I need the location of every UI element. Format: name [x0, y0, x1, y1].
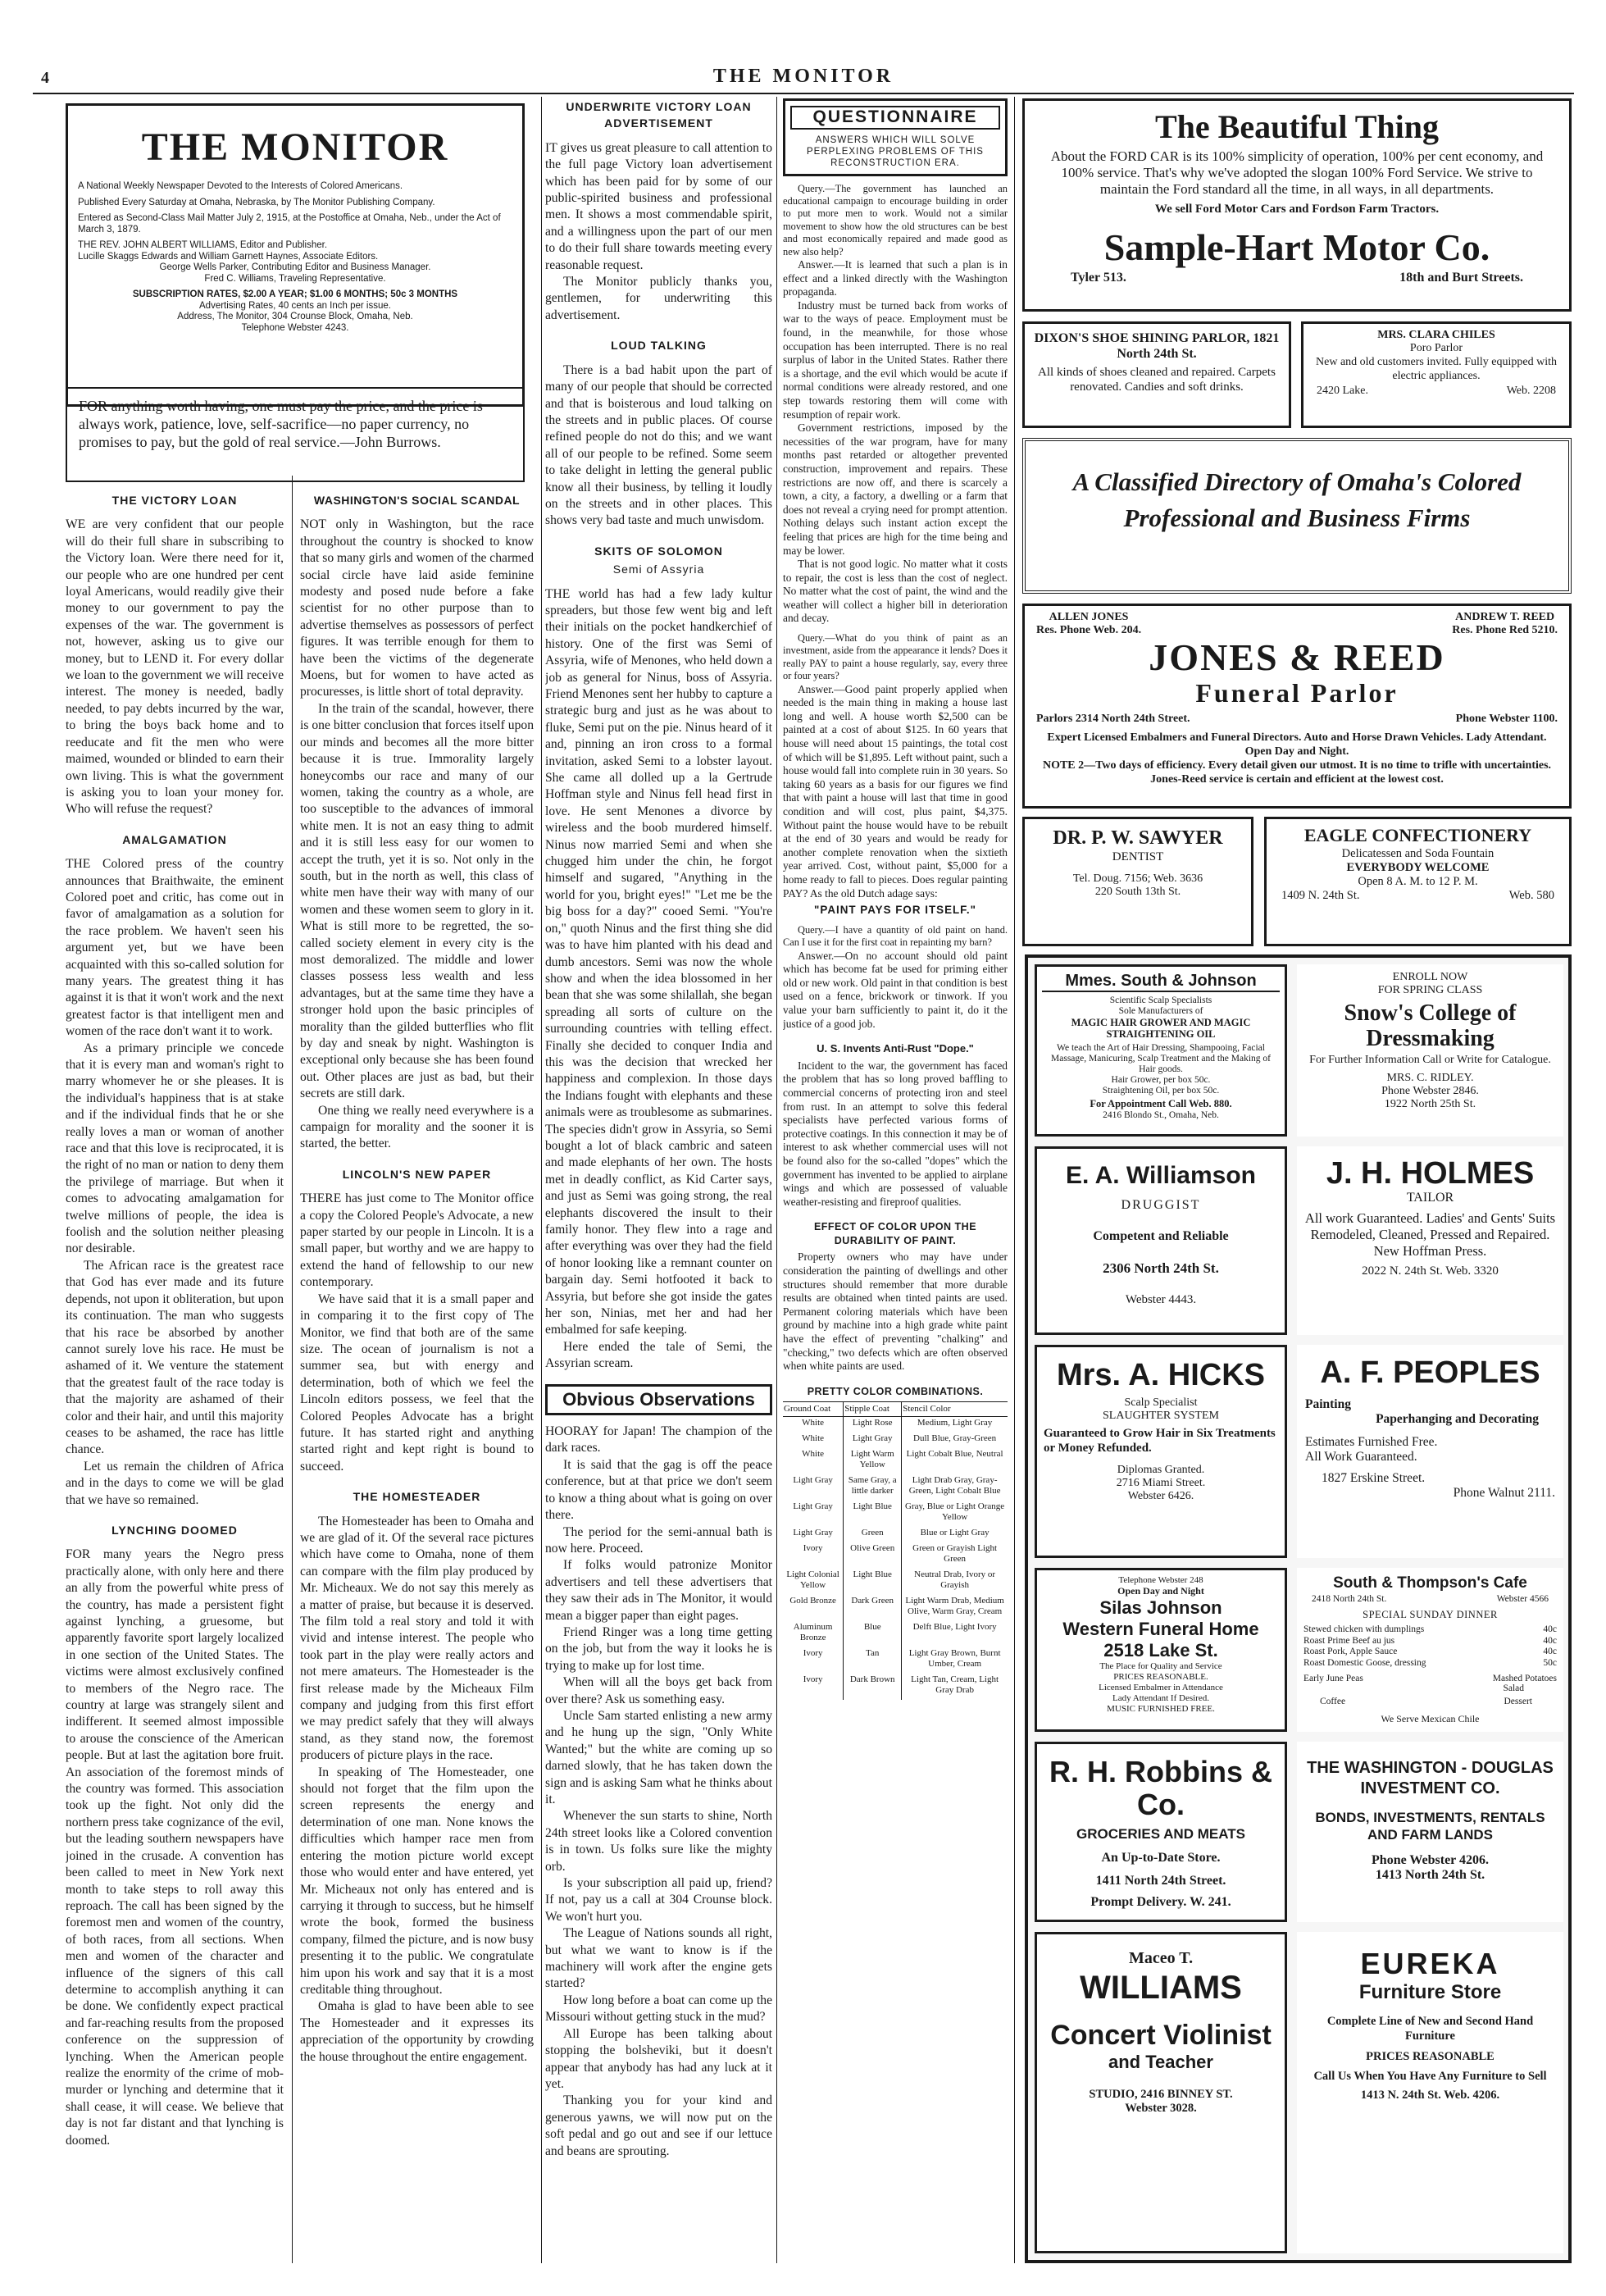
ad-title: Furniture Store [1358, 1981, 1502, 2003]
table-cell: Light Gray [844, 1433, 902, 1448]
victory-loan-heading: THE VICTORY LOAN [111, 494, 238, 507]
menu-item: Mashed Potatoes [1492, 1674, 1557, 1683]
ad-holmes [1297, 1146, 1563, 1335]
paint-pays: "PAINT PAYS FOR ITSELF." [814, 904, 976, 917]
questionnaire-title: QUESTIONNAIRE [790, 106, 1000, 130]
ad-text: FOR SPRING CLASS [1377, 984, 1483, 996]
obvious-text: Thanking you for your kind and generous yawns, we will now put on the soft pedal and go out and see if our lettuce and beans are sprouting. [545, 2093, 772, 2158]
table-cell: Gold Bronze [789, 1596, 836, 1606]
menu-item-price: 40c [1543, 1635, 1557, 1646]
table-cell: Ivory [803, 1648, 823, 1659]
questionnaire-text: Industry must be turned back from works of war to the ways of peace. Employment must be found, in the meanwhile, for those whose occupation has been interrupted. There is no real surplus of labor in the United States. Rather there is a shortage, and the evil which would be acute if normal conditions were already restored, and one step towards restoring them will come with resumption of repair work. [783, 298, 1008, 421]
ad-chiles [1301, 321, 1572, 428]
ad-text: About the FORD CAR is its 100% simplicity of operation, 100% per cent economy, and 100% service. That's why we've adopted the slogan 100% Ford Service. We strive to maintain the Ford standard all the time, in all ways, in all departments. [1050, 148, 1544, 197]
amalgamation-heading: AMALGAMATION [122, 832, 227, 846]
masthead-box [66, 103, 525, 407]
table-row [783, 1569, 1008, 1595]
color-text: Property owners who may have under consideration the painting of dwellings and other structures should remember that more durable results are obtained when tinted paints are used. Permanent coloring materials which have been ground by machine into a high grade white paint have the effect of preventing "chalking" and "checking," two defects which are often observed when white paints are used. [783, 1250, 1008, 1373]
table-cell: Blue [844, 1621, 902, 1647]
ad-text: BONDS, INVESTMENTS, RENTALS AND FARM LANDS [1315, 1810, 1545, 1843]
ad-name: WILLIAMS [1080, 1970, 1242, 2006]
questionnaire-text: Answer.—On no account should old paint which has become fat be used for priming either old or new work. Old paint in that condition is best used on a fence, brickwork or tinwork. If you value your barn sufficiently to paint it, do it the justice of a good job. [783, 949, 1008, 1030]
ad-text: Scalp Specialist [1124, 1396, 1198, 1409]
ad-text: MRS. C. RIDLEY. [1386, 1072, 1474, 1084]
loud-talking-text: There is a bad habit upon the part of many of our people that should be corrected and that is boisterous and loud talking on the streets and in public places. Of course refined people do not do this; and we want all of our people to be refined. Some seem to take delight in letting the general public know all their business, by telling it loudly on the streets and in other places. This shows very bad taste and much unwisdom. [545, 362, 772, 528]
ad-address: 2416 Blondo St., Omaha, Neb. [1103, 1110, 1219, 1120]
table-cell: Delft Blue, Light Ivory [912, 1622, 997, 1633]
ad-peoples [1297, 1345, 1563, 1558]
ad-phone: Web. 580 [1508, 889, 1554, 902]
ad-subtitle: Funeral Parlor [1195, 678, 1399, 708]
underwrite-text: IT gives us great pleasure to call attention to the full page Victory loan advertisement which has been paid for by some of our public-spirited business and professional men. It shows a most commendable spirit, and a willingness upon the part of our men to do their full share towards meeting every reasonable request. [545, 140, 772, 272]
ad-hicks [1035, 1345, 1287, 1558]
ad-address: 18th and Burt Streets. [1399, 271, 1523, 285]
amalgamation-text: The African race is the greatest race that God has ever made and its future depends, not upon it obliteration, but upon its continuation. The man who suggests that his race be absorbed by another cannot surely love his race. He must be ashamed of it. We venture the statement that the greatest fault of the race today is that the majority are ashamed of their color and their hair, and until this majority ceases to be ashamed, the race has little chance. [66, 1258, 284, 1457]
ad-name: R. H. Robbins & Co. [1049, 1755, 1272, 1821]
ad-text: We teach the Art of Hair Dressing, Shampooing, Facial Massage, Manicuring, Scalp Treatment and the Making of Hair goods. [1051, 1043, 1271, 1074]
obvious-text: The League of Nations sounds all right, but what we want to know is if the machinery will work after the engine gets started? [545, 1926, 772, 1991]
table-row [783, 1448, 1008, 1474]
table-cell: Light Cobalt Blue, Neutral [906, 1449, 1003, 1460]
ad-title: DIXON'S SHOE SHINING PARLOR, 1821 North 24th St. [1034, 331, 1280, 361]
loud-talking-heading: LOUD TALKING [611, 339, 707, 353]
menu-item [1303, 1658, 1557, 1670]
ad-name: ANDREW T. REED [1455, 611, 1555, 623]
ad-name: Mmes. South & Johnson [1042, 972, 1280, 992]
ad-text: Guaranteed to Grow Hair in Six Treatments or Money Refunded. [1044, 1427, 1276, 1455]
obvious-text: Uncle Sam started enlisting a new army and he hung up the sign, "Only White Wanted;" but the white are coming up so darned slowly, that he has taken down the sign and is asking Sam what he thinks about it. [545, 1708, 772, 1806]
ad-address: 2420 Lake. [1317, 385, 1368, 397]
table-cell: Light Gray Brown, Burnt Umber, Cream [908, 1648, 1001, 1670]
underwrite-text: The Monitor publicly thanks you, gentlemen, for underwriting this advertisement. [545, 275, 772, 322]
ad-text: Scientific Scalp Specialists [1109, 995, 1212, 1005]
col3 [545, 98, 772, 2263]
ad-phone: Webster 6426. [1127, 1490, 1194, 1502]
table-cell: White [802, 1418, 825, 1428]
questionnaire-text: Answer.—Good paint properly applied when needed is the main thing in making a house last long and well. A house worth $2,500 can be painted at a cost of about $125. In 60 years that house will need about 15 paintings, the total cost of which will be $1,895. Left without paint, such a house would fall into complete ruin in 30 years. So taking 60 years as a basis for our figures we find that with paint a house will last that time in good condition and will cost, plus paint, $4,375. Without paint the house would have to be rebuilt at the end of 30 years and would be ready for another complete renovation when the sixtieth year arrived. Cost, without paint, $5,000 for a home ready to fall to pieces. Does regular painting PAY? As the old Dutch adage says: [783, 682, 1008, 900]
menu-item-price: 40c [1543, 1624, 1557, 1634]
ad-name: Mrs. A. HICKS [1056, 1358, 1266, 1392]
questionnaire-text: Government restrictions, imposed by the necessities of the war program, have for many months past retarded or altogether prevented construction, improvement and repairs. These restrictions are now off, and there is scarcely a town, a city, a factory, a dwelling or a farm that does not reveal a crying need for prompt attention. Nothing delays such instant action except the feeling that prices are high for the time being and may be lower. [783, 421, 1008, 557]
ad-text: Hair Grower, per box 50c. [1111, 1075, 1211, 1085]
table-cell: Medium, Light Gray [917, 1418, 993, 1428]
table-row [783, 1474, 1008, 1501]
washington-text: One thing we really need everywhere is a campaign for morality and the sooner it is started, the better. [300, 1103, 534, 1151]
questionnaire-text: Answer.—It is learned that such a plan is in effect and a linked directly with the Washington propaganda. [783, 258, 1008, 298]
ad-phone: Webster 4566 [1496, 1594, 1549, 1604]
ad-phone: Res. Phone Web. 204. [1036, 624, 1142, 636]
ad-text: Prompt Delivery. [1090, 1895, 1187, 1909]
obvious-heading: Obvious Observations [545, 1384, 772, 1415]
header-rule [33, 93, 1574, 94]
amalgamation-text: Let us remain the children of Africa and in the days to come we will be glad that we have so remained. [66, 1459, 284, 1507]
questionnaire-text: Query.—What do you think of paint as an investment, aside from the appearance it lends? Does it really PAY to paint a house regularly, say, every three or four years? [783, 632, 1008, 682]
col1 [66, 492, 284, 2263]
table-cell: Light Blue [844, 1501, 902, 1527]
ad-dixon [1022, 321, 1291, 428]
ad-williamson [1035, 1146, 1287, 1335]
quote-text: FOR anything worth having, one must pay the price, and the price is always work, patience, love, self-sacrifice—no paper currency, no promises to pay, but the gold of real service.—John Burrows. [79, 398, 483, 450]
ad-address: Parlors 2314 North 24th Street. [1036, 713, 1190, 725]
ad-name: E. A. Williamson [1066, 1162, 1256, 1189]
ad-text: For Further Information Call or Write for Catalogue. [1309, 1054, 1551, 1066]
ad-williams [1035, 1932, 1287, 2253]
ad-phone: Web. 4206. [1444, 2089, 1500, 2102]
menu-item: Coffee [1320, 1697, 1346, 1706]
color-table-title: PRETTY COLOR COMBINATIONS. [807, 1385, 984, 1397]
ad-name: THE WASHINGTON - DOUGLAS INVESTMENT CO. [1307, 1759, 1554, 1797]
table-cell: Olive Green [844, 1542, 902, 1569]
color-table [783, 1401, 1008, 1700]
table-cell: Green or Grayish Light Green [912, 1543, 998, 1565]
menu-item-price: 50c [1543, 1657, 1557, 1668]
ad-name: ALLEN JONES [1049, 611, 1129, 623]
table-cell: Light Colonial Yellow [786, 1569, 839, 1591]
masthead-info: A National Weekly Newspaper Devoted to the Interests of Colored Americans. Published Every Saturday at Omaha, Nebraska, by The Monitor Publishing Company. Entered as Second-Class Mail Matter July 2, 1915, at the Postoffice at Omaha, Neb., under the Act of March 3, 1879. THE REV. JOHN ALBERT WILLIAMS, Editor and Publisher. Lucille Skaggs Edwards and William Garnett Haynes, Associate Editors. George Wells Parker, Contributing Editor and Business Manager. Fred C. Williams, Traveling Representative. SUBSCRIPTION RATES, $2.00 A YEAR; $1.00 6 MONTHS; 50c 3 MONTHS Advertising Rates, 40 cents an Inch per issue. Address, The Monitor, 304 Crounse Block, Omaha, Neb. Telephone Webster 4243. [78, 181, 501, 333]
ad-cafe [1297, 1568, 1563, 1732]
ad-eagle [1264, 817, 1572, 946]
ad-text: MAGIC HAIR GROWER AND MAGIC STRAIGHTENING OIL [1071, 1017, 1251, 1040]
ad-phone: Web. 2208 [1506, 385, 1556, 397]
ad-address: 2022 N. 24th St. Web. 3320 [1362, 1264, 1499, 1278]
ad-washington-douglas [1297, 1742, 1563, 1922]
ad-phone: Tyler 513. [1071, 271, 1126, 285]
table-cell: Aluminum Bronze [793, 1622, 833, 1643]
table-cell: Light Drab Gray, Gray-Green, Light Cobalt Blue [908, 1475, 1001, 1496]
table-row [783, 1527, 1008, 1542]
ad-text: New and old customers invited. Fully equipped with electric appliances. [1316, 356, 1557, 382]
ad-address: 2518 Lake St. [1103, 1640, 1218, 1660]
skits-text: Here ended the tale of Semi, the Assyrian scream. [545, 1339, 772, 1371]
ad-directory [1022, 438, 1572, 594]
ad-silas-johnson [1035, 1568, 1287, 1732]
table-cell: Light Blue [844, 1569, 902, 1595]
ad-text: PRICES REASONABLE. [1113, 1672, 1208, 1682]
obvious-text: HOORAY for Japan! The champion of the dark races. [545, 1424, 772, 1456]
menu-item-name: Roast Domestic Goose, dressing [1303, 1657, 1426, 1668]
table-row [783, 1417, 1008, 1433]
ad-phone: Webster 3028. [1125, 2102, 1197, 2115]
ad-name: EAGLE CONFECTIONERY [1303, 825, 1532, 845]
ad-name: MRS. CLARA CHILES [1377, 329, 1495, 341]
questionnaire-subtitle: ANSWERS WHICH WILL SOLVE PERPLEXING PROBLEMS OF THIS RECONSTRUCTION ERA. [807, 134, 984, 168]
table-cell: Ivory [803, 1543, 823, 1554]
obvious-text: All Europe has been talking about stopping the bolsheviki, but it doesn't appear that anybody has had any luck at it yet. [545, 2026, 772, 2091]
homesteader-text: In speaking of The Homesteader, one should not forget that the film upon the screen represents the energy and determination of one man. None knows the difficulties which hamper race men from entering the motion picture world except those who would enter and have entered, yet Mr. Micheaux not only has entered and is carrying it through to success, but he himself wrote the book, formed the business company, filmed the picture, and is now busy presenting it to the public. We congratulate him upon his work and say that it is a most creditable thing throughout. [300, 1765, 534, 1997]
table-cell: Light Tan, Cream, Light Gray Drab [911, 1674, 999, 1696]
ad-text: Painting [1305, 1397, 1351, 1411]
ad-title: DRUGGIST [1121, 1198, 1201, 1212]
washington-text: NOT only in Washington, but the race throughout the country is shocked to know that so many girls and women of the charmed social circle have laid aside feminine modesty and posed nude before a fake scientist for no other purpose than to advertise themselves as possessors of perfect figures. It was terrible enough for them to have been the victims of the degenerate Moens, but for women to have acted as procuresses, is little short of total depravity. [300, 517, 534, 699]
antirust-heading: U. S. Invents Anti-Rust "Dope." [817, 1042, 974, 1055]
ad-title: The Beautiful Thing [1154, 108, 1440, 145]
table-cell: Same Gray, a little darker [844, 1474, 902, 1501]
homesteader-text: Omaha is glad to have been able to see The Homesteader and it expresses its appreciation of the opportunity by crowding the house throughout the entire engagement. [300, 1999, 534, 2064]
victory-loan-text: WE are very confident that our people will do their full share in subscribing to the Victory loan. Were there need for it, our people who are one hundred per cent loyal Americans, would readily give their money to our government to pay the expenses of the war. The government is not, however, asking us to give our money, but to LEND it. For every dollar we loan to the government we will receive interest. The money is needed, badly needed, to pay debts incurred by the war, to bring the boys back home and to reeducate and fit the men who were maimed, wounded or blinded to earn their own living. This is what the government is asking you to loan your money for. Who will refuse the request? [66, 517, 284, 817]
lincoln-text: We have said that it is a small paper and in comparing it to the first copy of The Monitor, we find that both are of the same size. The ocean of journalism is not a summer sea, but with energy and determination, both of which we feel the Lincoln editors possess, we feel that the Colored Peoples Advocate has a bright future. It has started right and anything started right and kept right is bound to succeed. [300, 1292, 534, 1474]
ad-name: Silas Johnson [1099, 1597, 1222, 1618]
ad-text: All Work Guaranteed. [1305, 1450, 1417, 1464]
table-row [783, 1647, 1008, 1674]
ad-title: JONES & REED [1149, 636, 1445, 678]
table-header: Stencil Color [902, 1402, 1008, 1417]
ad-text: Licensed Embalmer in Attendance [1099, 1683, 1223, 1692]
ad-phone: W. 241. [1190, 1895, 1231, 1909]
homesteader-heading: THE HOMESTEADER [353, 1490, 481, 1504]
ad-sub: and Teacher [1108, 2052, 1213, 2072]
table-row [783, 1501, 1008, 1527]
ad-name: EUREKA [1360, 1947, 1500, 1980]
ad-text: SPECIAL SUNDAY DINNER [1363, 1609, 1498, 1620]
table-cell: Ivory [803, 1674, 823, 1685]
running-head: THE MONITOR [712, 66, 894, 87]
col4 [783, 98, 1008, 2263]
column-rule [1014, 97, 1015, 2263]
ad-address: 2418 North 24th St. [1312, 1594, 1387, 1604]
column-rule [292, 476, 293, 2263]
ad-sawyer [1022, 817, 1253, 946]
underwrite-heading: UNDERWRITE VICTORY LOAN ADVERTISEMENT [566, 100, 752, 130]
ad-name: South & Thompson's Cafe [1333, 1574, 1527, 1592]
table-row [783, 1542, 1008, 1569]
ad-beautiful-thing [1022, 98, 1572, 312]
quote-box [66, 387, 525, 482]
menu-item: Early June Peas [1303, 1674, 1363, 1683]
ad-snow-college [1297, 964, 1563, 1137]
table-cell: Tan [844, 1647, 902, 1674]
amalgamation-text: As a primary principle we concede that it is every man and woman's right to marry whomever he or she pleases. It is the individual's happiness that is at stake and if the individual finds that he or she really loves a man or woman of another race and that this love is reciprocated, it is the right of no man or nation to deny them the privilege of marriage. But when it comes to advocating amalgamation for twelve millions of people, the idea is foolish and the solution neither pleasing nor desirable. [66, 1041, 284, 1256]
column-rule [541, 97, 542, 2263]
questionnaire-box [783, 98, 1008, 176]
ad-text: Lady Attendant If Desired. [1112, 1693, 1209, 1703]
ad-title: GROCERIES AND MEATS [1076, 1826, 1245, 1842]
ad-text: Paperhanging and Decorating [1376, 1412, 1539, 1426]
ad-address: STUDIO, 2416 BINNEY ST. [1089, 2088, 1233, 2101]
menu-item-name: Stewed chicken with dumplings [1303, 1624, 1425, 1634]
antirust-text: Incident to the war, the government has faced the problem that has so long proved baffling to commercial concerns of protecting iron and steel from rust. In an attempt to solve this federal specialists have perfected various forms of protective coatings. In this connection it may be of interest to ask whether commercial uses will not be found also for the so-called "dopes" which the government has invented to be applied to airplane wings and which are possessed of valuable weather-resisting and fireproof qualities. [783, 1059, 1008, 1208]
obvious-text: The period for the semi-annual bath is now here. Proceed. [545, 1524, 772, 1556]
table-cell: Dark Green [844, 1595, 902, 1621]
ad-name: A. F. PEOPLES [1320, 1355, 1540, 1390]
menu-item [1303, 1636, 1557, 1647]
ad-text: Call Us When You Have Any Furniture to Sell [1313, 2070, 1547, 2083]
washington-heading: WASHINGTON'S SOCIAL SCANDAL [313, 494, 521, 507]
skits-subheading: Semi of Assyria [612, 563, 705, 576]
table-cell: Dark Brown [844, 1674, 902, 1700]
ad-text: MUSIC FURNISHED FREE. [1107, 1704, 1215, 1714]
menu-item [1303, 1647, 1557, 1658]
skits-text: THE world has had a few lady kultur spreaders, but those few went big and left their initials on the pocket handkerchief of history. One of the first was Semi of Assyria, wife of Menones, who held down a job as general for Ninus, boss of Assyria. Friend Menones sent her hubby to capture a strategic burg and just as he was about to fluke, Semi put on the pie. Ninus heard of it and, pinning an iron cross to a formal invitation, asked Semi to a lobster layout. She came all dolled up a la Gertrude Hoffman style and Ninus fell head first in love. He sent Menones a divorce by wireless and the boob murdered himself. Ninus now married Semi and when she chugged him under the chin, he forgot himself and sugared, "Anything in the world for you, bright eyes!" "Let me be the big boss for a day?" cooed Semi. "You're on," quoth Ninus and the first thing she did was to have him planted with his dead and dumb ancestors. Semi was now the whole show and when the idea blossomed in her bean that she was some shilallah, she began spreading all sorts of culture on the surrounding countries with telling effect. Finally she decided to conquer India and this was the decision that wrecked her happiness and complexion. In those days the Indians fought with elephants and these animals were as troublesome as submarines. The species didn't grow in Assyria, so Semi bought a lot of black cambric and sateen and made elephants of her own. The hosts met in deadly conflict, as Kid Carter says, and just as Semi was going strong, the real elephants discovered the insult to their family honor. They flew into a rage and after everything was over they had the field of honor looking like a remnant counter on bargain day. Semi hotfooted it back to Assyria, but before she got inside the gates her son, Ninias, met her and had her embalmed for safe keeping. [545, 586, 772, 1337]
table-cell: Light Rose [844, 1417, 902, 1433]
ad-text: Complete Line of New and Second Hand Furniture [1326, 2015, 1534, 2043]
page-number: 4 [41, 69, 49, 87]
table-cell: White [802, 1449, 825, 1460]
ad-name: DR. P. W. SAWYER [1053, 827, 1223, 849]
questionnaire-text: That is not good logic. No matter what it costs to repair, the cost is less than the cost of neglect. No matter what the cost of paint, the wind and the weather will collect a higher bill in deterioration and decay. [783, 558, 1008, 625]
ad-address: 2716 Miami Street. [1116, 1477, 1206, 1489]
ad-sub: Poro Parlor [1409, 342, 1463, 354]
ad-phone: Phone Walnut 2111. [1453, 1486, 1555, 1500]
ad-text: All work Guaranteed. Ladies' and Gents' Suits Remodeled, Cleaned, Pressed and Repaired. New Hoffman Press. [1304, 1210, 1556, 1259]
table-cell: Dull Blue, Gray-Green [913, 1433, 997, 1444]
ad-address: 1413 North 24th St. [1375, 1868, 1485, 1882]
ad-phone: Tel. Doug. 7156; Web. 3636 [1072, 872, 1203, 885]
directory-title: A Classified Directory of Omaha's Colored Professional and Business Firms [1072, 467, 1522, 532]
ad-name: J. H. HOLMES [1326, 1156, 1535, 1191]
ad-text: Telephone Webster 248 [1118, 1575, 1203, 1585]
ad-text: PRICES REASONABLE [1366, 2050, 1495, 2063]
ad-text: Straightening Oil, per box 50c. [1102, 1086, 1220, 1096]
ad-text: Competent and Reliable [1093, 1229, 1229, 1243]
column-rule [776, 97, 777, 2263]
ad-title: Western Funeral Home [1062, 1619, 1259, 1639]
table-cell: Gray, Blue or Light Orange Yellow [905, 1501, 1005, 1523]
ad-text: NOTE 2—Two days of efficiency. Every detail given our utmost. It is no time to trifle with uncertainties. Jones-Reed service is certain and efficient at the lowest cost. [1042, 759, 1552, 786]
ad-name: Sample-Hart Motor Co. [1103, 226, 1490, 268]
washington-text: In the train of the scandal, however, there is one bitter conclusion that forces itself upon our minds and becomes all the more bitter because it is true. Immorality largely honeycombs our race and many of our women, taking the country as a whole, are too susceptible to the advances of immoral white men. It is not an easy thing to admit and it is still less easy for our women to accept the truth, yet it is so. Not only in the south, but in the north as well, this class of white men have their way with many of our women and these women seem to glory in it. What is still more to be regretted, the so-called society element in every city is the most demoralized. The middle and lower classes possess less wealth and less advantages, but at the same time they have a stronger hold upon the basic principles of morality than the gilded butterflies who flit by day and sneak by night. Washington is exceptional only because she has been found out. Other places are just as bad, but their secrets are still dark. [300, 701, 534, 1101]
ad-text: Open Day and Night [1117, 1585, 1204, 1597]
ad-title: DENTIST [1112, 850, 1164, 863]
ad-text: The Place for Quality and Service [1099, 1661, 1222, 1671]
ad-text: We sell Ford Motor Cars and Fordson Farm Tractors. [1154, 203, 1440, 216]
ad-address: 2306 North 24th St. [1103, 1260, 1219, 1276]
table-header: Ground Coat [783, 1402, 844, 1417]
amalgamation-text: THE Colored press of the country announces that Braithwaite, the eminent Colored poet and critic, has come out in favor of amalgamation as a solution for the race problem. We haven't seen his argument yet, but we have been acquainted with this so-called solution for many years. The greatest thing it has against it is that it won't work and the next greatest factor is that intelligent men and women of the race don't want it to work. [66, 857, 284, 1039]
table-cell: Neutral Drab, Ivory or Grayish [914, 1569, 996, 1591]
ad-text: SLAUGHTER SYSTEM [1103, 1410, 1219, 1422]
col2 [300, 492, 534, 2263]
table-row [783, 1595, 1008, 1621]
ad-text: An Up-to-Date Store. [1101, 1851, 1221, 1865]
table-cell: Light Gray [793, 1528, 833, 1538]
lincoln-text: THERE has just come to The Monitor office a copy the Colored People's Advocate, a new paper started by our people in Lincoln. It is a small paper, but worthy and we are happy to extend the hand of fellowship to our new contemporary. [300, 1191, 534, 1290]
table-cell: Light Warm Yellow [844, 1448, 902, 1474]
ad-text: Open 8 A. M. to 12 P. M. [1358, 875, 1478, 888]
table-row [783, 1621, 1008, 1647]
obvious-text: Friend Ringer was a long time getting on the job, but from the way it looks he is trying to make up for lost time. [545, 1624, 772, 1673]
menu-item: Dessert [1504, 1697, 1532, 1706]
homesteader-text: The Homesteader has been to Omaha and we are glad of it. Of the several race pictures which have come to Omaha, none of them can compare with the film play produced by Mr. Micheaux. We do not say this merely as a matter of praise, but because it is deserved. The film told a real story and told it with vivid and intense interest. The people who took part in the play were really actors and not mere amateurs. The Homesteader is the first release made by the Micheaux Film company and judging from this first effort we may predict safely that they will always stand, as they stand now, the foremost producers of picture plays in the race. [300, 1514, 534, 1763]
ad-phone: Phone Webster 4206. [1372, 1853, 1489, 1867]
menu-list [1303, 1624, 1557, 1669]
obvious-text: How long before a boat can come up the Missouri without getting stuck in the mud? [545, 1993, 772, 2025]
table-cell: White [802, 1433, 825, 1444]
ad-text: ENROLL NOW [1392, 971, 1468, 983]
lynching-text: FOR many years the Negro press practically alone, with only here and there an ally from the powerful white press of the country, has made a persistent fight against lynching, a gruesome, but apparently favorite sport largely localized in one section of the United States. The victims were almost exclusively confined to members of the Negro race. The country at large was strangely silent and indifferent. It seemed almost impossible to arouse the conscience of the American people. But at last the agitation bore fruit. An association of the foremost minds of the country was formed. This association took up the fight. Not only did the northern press take cognizance of the evil, but the leading southern newspapers have joined in the crusade. A convention has been called to meet in New York next month to take steps to roll away this reproach. The call has been signed by the foremost men and women of the country, of both races, from all sections. When men and women of the character and influence of the signers of this call determine to accomplish anything it can be done. We confidently expect practical and far-reaching results from the proposed conference on the suppression of lynching. When the American people realize the enormity of the crime of mob-murder or lynching and determine that it shall cease, it will cease. We believe that day is not far distant and that lynching is doomed. [66, 1547, 284, 2148]
ad-phone: Phone Webster 2846. [1381, 1085, 1479, 1097]
skits-heading: SKITS OF SOLOMON [594, 544, 723, 558]
lynching-heading: LYNCHING DOOMED [111, 1523, 238, 1537]
ad-phone: Res. Phone Red 5210. [1452, 624, 1558, 636]
obvious-text: Whenever the sun starts to shine, North 24th street looks like a Colored convention is in town. Us folks sure like the mighty orb. [545, 1809, 772, 1874]
ad-title: TAILOR [1406, 1191, 1454, 1205]
table-cell: Light Warm Drab, Medium Olive, Warm Gray, Cream [905, 1596, 1004, 1617]
table-row [783, 1433, 1008, 1448]
menu-item-price: 40c [1543, 1647, 1557, 1656]
ad-robbins [1035, 1742, 1287, 1922]
menu-item: Salad [1503, 1683, 1524, 1693]
ad-south-johnson [1035, 964, 1287, 1137]
ad-address: 220 South 13th St. [1094, 886, 1181, 898]
ad-address: 1411 North 24th Street. [1095, 1874, 1226, 1888]
ad-text: We Serve Mexican Chile [1381, 1713, 1480, 1724]
ad-text: For Appointment Call Web. 880. [1090, 1098, 1232, 1109]
ad-text: All kinds of shoes cleaned and repaired. Carpets renovated. Candies and soft drinks. [1038, 366, 1276, 394]
ad-text: Diplomas Granted. [1117, 1464, 1205, 1476]
ad-address: 1922 North 25th St. [1384, 1098, 1476, 1110]
table-cell: Blue or Light Gray [920, 1528, 990, 1538]
obvious-text: It is said that the gag is off the peace conference, but at that price we don't seem to know a thing about what is going on over there. [545, 1457, 772, 1523]
ad-phone: Phone Webster 1100. [1455, 713, 1558, 725]
ad-jones-reed [1022, 604, 1572, 809]
ad-phone: Webster 4443. [1125, 1293, 1197, 1306]
ad-title: Concert Violinist [1050, 2020, 1272, 2051]
ad-text: Delicatessen and Soda Fountain [1341, 847, 1495, 860]
ad-text: EVERYBODY WELCOME [1346, 861, 1490, 874]
ad-text: Expert Licensed Embalmers and Funeral Directors. Auto and Horse Drawn Vehicles. Lady Attendant. Open Day and Night. [1047, 731, 1547, 758]
ad-address: 1413 N. 24th St. [1360, 2089, 1441, 2102]
masthead-title: THE MONITOR [141, 125, 449, 169]
ad-eureka [1297, 1932, 1563, 2253]
menu-item-name: Roast Pork, Apple Sauce [1303, 1647, 1398, 1656]
ad-text: Sole Manufacturers of [1118, 1006, 1203, 1016]
table-cell: Green [844, 1527, 902, 1542]
obvious-text: When will all the boys get back from over there? Ask us something easy. [545, 1675, 772, 1706]
color-heading: EFFECT OF COLOR UPON THE DURABILITY OF PAINT. [813, 1221, 977, 1246]
table-cell: Light Gray [793, 1501, 833, 1512]
table-row [783, 1674, 1008, 1700]
ad-name: Maceo T. [1128, 1949, 1194, 1967]
obvious-text: If folks would patronize Monitor advertisers and tell these advertisers that they saw their ads in The Monitor, it would mean a bigger paper than eight pages. [545, 1558, 772, 1623]
questionnaire-text: Query.—I have a quantity of old paint on hand. Can I use it for the first coat in repainting my barn? [783, 923, 1008, 949]
ad-address: 1409 N. 24th St. [1281, 889, 1360, 902]
table-cell: Light Gray [793, 1475, 833, 1486]
ad-address: 1827 Erskine Street. [1322, 1471, 1426, 1485]
questionnaire-text: Query.—The government has launched an educational campaign to encourage building in order to put more men to work. Would not a similar movement to show how the old structures can be best and most economically repaired and made good as new also help? [783, 182, 1008, 257]
ad-text: Estimates Furnished Free. [1305, 1435, 1438, 1449]
menu-item-name: Roast Prime Beef au jus [1303, 1635, 1395, 1646]
ad-name: Snow's College of Dressmaking [1344, 1000, 1517, 1051]
table-header: Stipple Coat [844, 1402, 902, 1417]
lincoln-heading: LINCOLN'S NEW PAPER [342, 1167, 492, 1181]
menu-item [1303, 1624, 1557, 1636]
obvious-text: Is your subscription all paid up, friend? If not, pay us a call at 304 Crounse block. We won't hurt you. [545, 1876, 772, 1924]
